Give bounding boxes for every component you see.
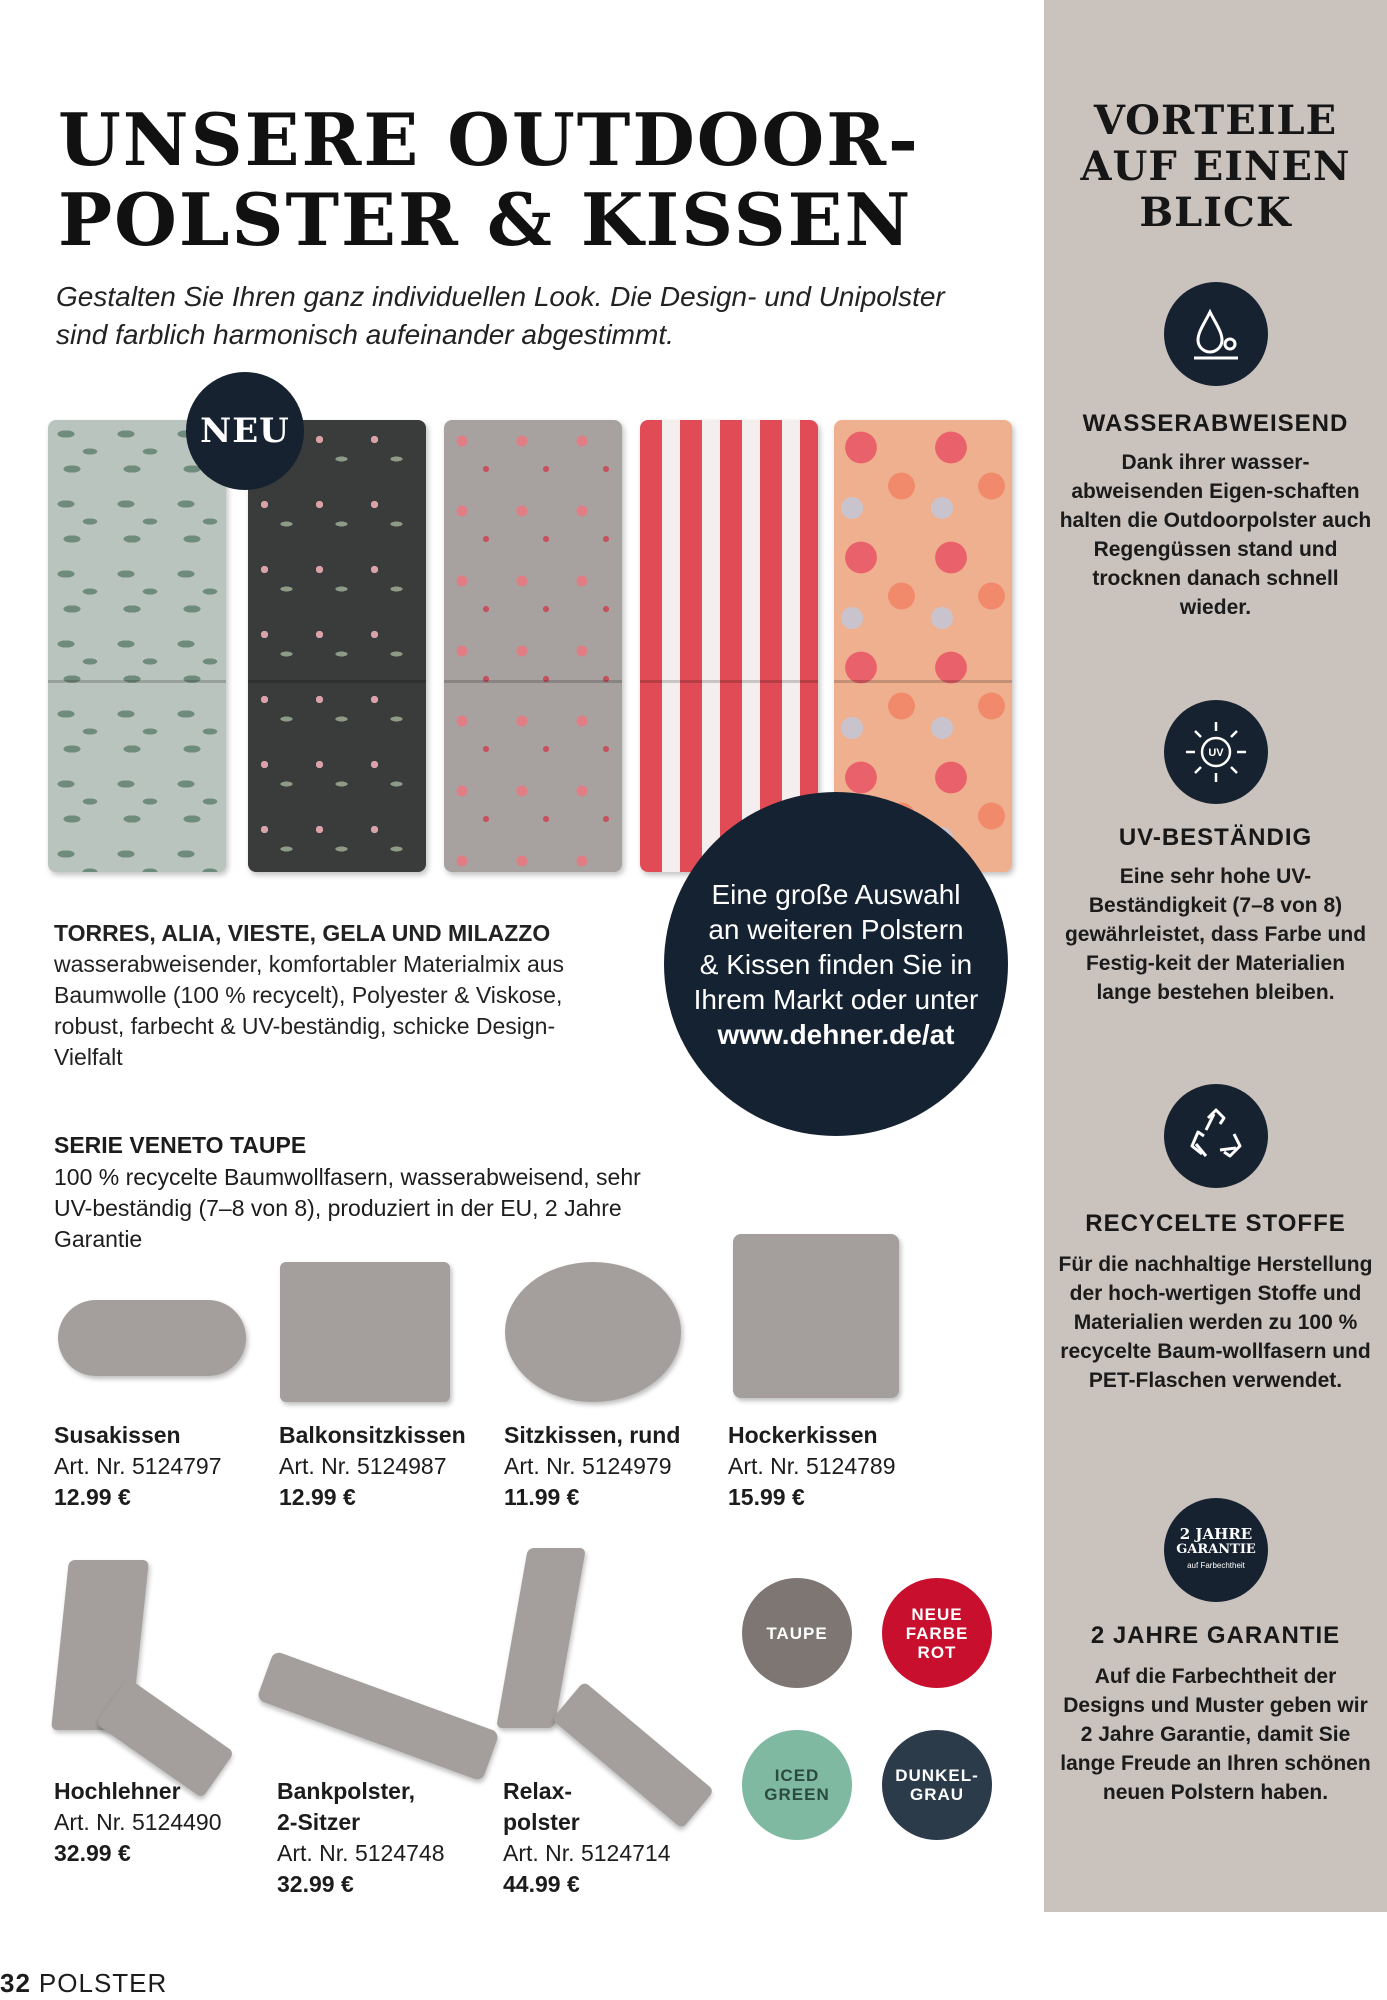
info-line-3: & Kissen finden Sie in [699,949,973,980]
swatch-label: ICED [774,1766,820,1785]
product-name: Hochlehner [54,1778,181,1804]
product-price: 12.99 € [279,1484,356,1510]
product-art-number: Art. Nr. 5124490 [54,1809,222,1835]
swatch-neue-farbe-rot [882,1578,992,1688]
swatch-label: GRAU [909,1785,965,1804]
feature-text: Für die nachhaltige Herstellung der hoch-wertigen Stoffe und Materialien werden zu 100 % recycelte Baum-wollfasern und PET-Flaschen verwendet. [1058,1253,1373,1392]
water-drop-icon [1164,282,1268,386]
product-price: 44.99 € [503,1871,580,1897]
swatch-dunkelgrau [882,1730,992,1840]
swatch-label: ROT [917,1642,957,1662]
guarantee-seal-icon [1164,1498,1268,1602]
page-title-line-1: UNSERE OUTDOOR- [58,97,920,182]
bankpolster-image [256,1651,499,1782]
product-price: 32.99 € [54,1840,131,1866]
product-name: Bankpolster, [277,1778,416,1804]
serie-description: 100 % recycelte Baumwollfasern, wasserabweisend, sehr UV-beständig (7–8 von 8), produziert in der EU, 2 Jahre Garantie [54,1164,641,1252]
sitzkissen-rund-image [505,1262,681,1402]
product-name: 2-Sitzer [277,1809,361,1835]
susakissen-image [58,1300,246,1376]
advantages-sidebar [1044,0,1387,1912]
product-name: Balkonsitzkissen [279,1422,466,1448]
info-line-4: Ihrem Markt oder unter [693,984,979,1015]
product-art-number: Art. Nr. 5124987 [279,1453,447,1479]
product-art-number: Art. Nr. 5124797 [54,1453,222,1479]
swatch-label: GREEN [764,1785,830,1804]
collection-description [54,918,614,1073]
product-art-number: Art. Nr. 5124748 [277,1840,445,1866]
page-footer [0,1968,167,1999]
seal-text: GARANTIE [1176,1542,1256,1557]
info-line-1: Eine große Auswahl [711,879,961,910]
product-name: Susakissen [54,1422,181,1448]
product-name: Sitzkissen, rund [504,1422,681,1448]
product-price: 15.99 € [728,1484,805,1510]
section-name: POLSTER [38,1968,168,1998]
sidebar-title-line: BLICK [1139,189,1292,236]
feature-text: Auf die Farbechtheit der Designs und Muster geben wir 2 Jahre Garantie, damit Sie lange Freude an Ihren schönen neuen Polstern haben. [1060,1665,1371,1804]
swatch-label: TAUPE [766,1623,828,1643]
info-circle [664,792,1008,1136]
feature-title: 2 JAHRE GARANTIE [1090,1622,1341,1649]
collection-text: wasserabweisender, komfortabler Materialmix aus Baumwolle (100 % recycelt), Polyester & Viskose, robust, farbecht & UV-beständig, schicke Design-Vielfalt [54,951,565,1070]
swatch-iced-green [742,1730,852,1840]
product-art-number: Art. Nr. 5124714 [503,1840,671,1866]
feature-title: RECYCELTE STOFFE [1085,1210,1346,1237]
balkonsitzkissen-image [280,1262,450,1402]
product-name: Hockerkissen [728,1422,878,1448]
uv-label: UV [1208,747,1224,759]
sidebar-title-line: VORTEILE [1093,97,1338,144]
product-price: 32.99 € [277,1871,354,1897]
uv-sun-icon [1164,700,1268,804]
page-number: 32 [0,1968,31,1998]
sidebar-title [1044,98,1387,236]
collection-names: TORRES, ALIA, VIESTE, GELA UND MILAZZO [54,920,551,946]
product-price: 11.99 € [504,1484,580,1510]
new-badge: NEU [186,372,304,490]
product-price: 12.99 € [54,1484,131,1510]
hockerkissen-image [733,1234,899,1398]
swatch-label: FARBE [905,1623,969,1643]
cushion-torres-image [48,420,226,872]
feature-text: Eine sehr hohe UV-Beständigkeit (7–8 von 8) gewährleistet, dass Farbe und Festig-keit der Materialien lange bestehen bleiben. [1064,865,1367,1004]
sidebar-title-line: AUF EINEN [1080,143,1351,190]
product-art-number: Art. Nr. 5124979 [504,1453,672,1479]
recycle-icon [1164,1084,1268,1188]
product-art-number: Art. Nr. 5124789 [728,1453,896,1479]
seal-text: 2 JAHRE [1179,1525,1253,1543]
swatch-taupe [742,1578,852,1688]
feature-title: WASSERABWEISEND [1082,410,1349,437]
swatch-label: DUNKEL- [895,1766,979,1785]
feature-title: UV-BESTÄNDIG [1118,824,1313,851]
cushion-alia-image [248,420,426,872]
page-subtitle: Gestalten Sie Ihren ganz individuellen Look. Die Design- und Unipolster sind farblich harmonisch aufeinander abgestimmt. [56,281,945,350]
seal-text: auf Farbechtheit [1187,1561,1245,1570]
swatch-label: NEUE [911,1604,963,1624]
product-name: Relax- [503,1778,573,1804]
serie-title: SERIE VENETO TAUPE [54,1132,307,1158]
info-line-2: an weiteren Polstern [708,914,964,945]
page-title-line-2: POLSTER & KISSEN [58,177,913,262]
feature-text: Dank ihrer wasser-abweisenden Eigen-schaften halten die Outdoorpolster auch Regengüssen stand und trocknen danach schnell wieder. [1059,451,1372,619]
cushion-vieste-image [444,420,622,872]
website-link[interactable]: www.dehner.de/at [717,1019,955,1050]
product-name: polster [503,1809,580,1835]
